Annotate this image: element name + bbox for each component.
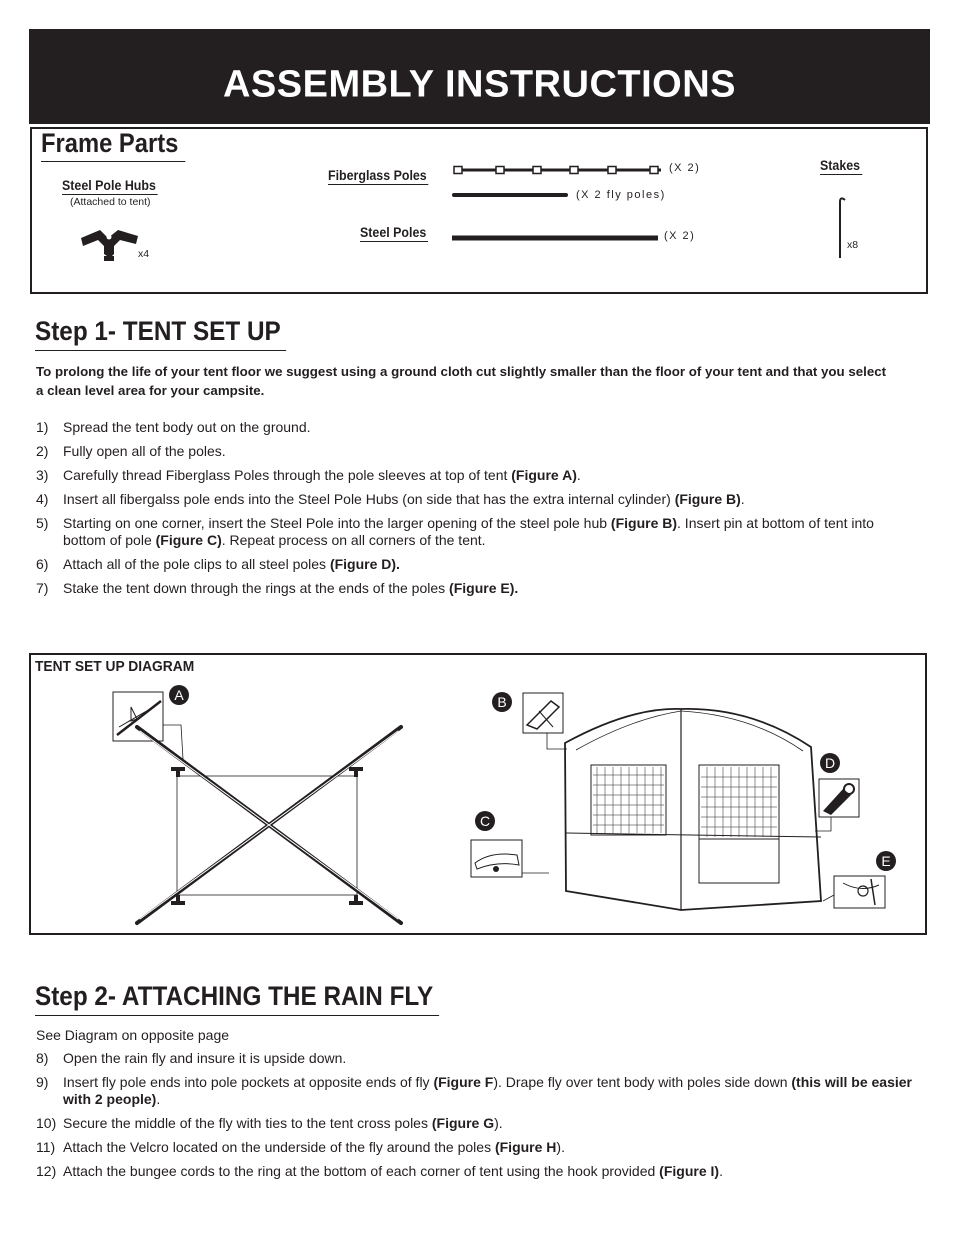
figure-e-badge — [876, 851, 896, 871]
corner-hubs — [171, 767, 363, 905]
fiberglass-poles-qty: (X 2) — [669, 162, 701, 174]
steel-pole-hubs-qty: x4 — [138, 248, 150, 260]
fly-poles-qty: (X 2 fly poles) — [576, 189, 666, 201]
list-item: 3) Carefully thread Fiberglass Poles through the pole sleeves at top of tent (Figure A). — [36, 467, 581, 483]
svg-text:B: B — [497, 694, 507, 710]
list-item: 12) Attach the bungee cords to the ring at the bottom of each corner of tent using the hook provided (Figure I). — [36, 1163, 723, 1179]
list-item: 1) Spread the tent body out on the ground. — [36, 419, 311, 435]
steel-pole-hubs-label: Steel Pole Hubs — [62, 178, 156, 193]
step2-title: Step 2- ATTACHING THE RAIN FLY — [35, 981, 439, 1016]
stakes-qty: x8 — [847, 239, 859, 251]
step1-list — [36, 419, 916, 604]
list-item: 4) Insert all fibergalss pole ends into the Steel Pole Hubs (on side that has the extra internal cylinder) (Figure B). — [36, 491, 745, 507]
tent-setup-diagram — [31, 655, 925, 933]
step1-title: Step 1- TENT SET UP — [35, 316, 286, 351]
diagram-title: TENT SET UP DIAGRAM — [35, 658, 195, 675]
svg-text:E: E — [881, 853, 891, 869]
figure-b-inset — [523, 693, 567, 749]
svg-text:C: C — [479, 813, 491, 829]
figure-b-badge — [492, 692, 512, 712]
list-item: 8) Open the rain fly and insure it is upside down. — [36, 1050, 347, 1066]
page-title: ASSEMBLY INSTRUCTIONS — [222, 63, 737, 106]
figure-a-badge — [169, 685, 189, 705]
figure-c-badge — [475, 811, 495, 831]
tent-floor-outline — [177, 776, 357, 895]
figure-c-inset — [471, 840, 549, 877]
steel-pole-hubs-note: (Attached to tent) — [70, 196, 151, 208]
list-item: 7) Stake the tent down through the rings at the ends of the poles (Figure E). — [36, 580, 519, 596]
list-item: 6) Attach all of the pole clips to all steel poles (Figure D). — [36, 556, 400, 572]
list-item: 10) Secure the middle of the fly with ties to the tent cross poles (Figure G). — [36, 1115, 503, 1131]
figure-d-inset — [815, 779, 859, 831]
figure-d-badge — [820, 753, 840, 773]
steel-pole-hub-icon — [78, 224, 144, 268]
list-item: 2) Fully open all of the poles. — [36, 443, 226, 459]
step2-see-note: See Diagram on opposite page — [36, 1027, 230, 1043]
svg-text:A: A — [174, 687, 184, 703]
list-item: 11) Attach the Velcro located on the underside of the fly around the poles (Figure H). — [36, 1139, 565, 1155]
step2-list — [36, 1050, 916, 1187]
figure-e-inset — [823, 876, 885, 908]
frame-parts-title: Frame Parts — [41, 128, 185, 162]
steel-pole-icon — [450, 233, 660, 243]
list-item: 9) Insert fly pole ends into pole pockets at opposite ends of fly (Figure F). Drape fly over tent body with poles side down (this will be easier with 2 people). — [36, 1074, 912, 1107]
fiberglass-pole-icon — [450, 163, 665, 177]
steel-poles-qty: (X 2) — [664, 230, 696, 242]
svg-text:D: D — [824, 755, 836, 771]
steel-poles-label: Steel Poles — [360, 225, 427, 240]
step1-intro: To prolong the life of your tent floor we suggest using a ground cloth cut slightly smaller than the floor of your tent and that you select a clean level area for your campsite. — [36, 364, 887, 398]
tent-illustration — [565, 709, 821, 910]
stakes-label: Stakes — [820, 158, 861, 173]
list-item: 5) Starting on one corner, insert the Steel Pole into the larger opening of the steel pole hub (Figure B). Insert pin at bottom of tent into bottom of pole (Figure C). Repeat process on all corners of the tent. — [36, 515, 874, 548]
header-banner — [29, 29, 930, 124]
fiberglass-poles-label: Fiberglass Poles — [328, 168, 427, 183]
fly-pole-icon — [452, 190, 568, 200]
